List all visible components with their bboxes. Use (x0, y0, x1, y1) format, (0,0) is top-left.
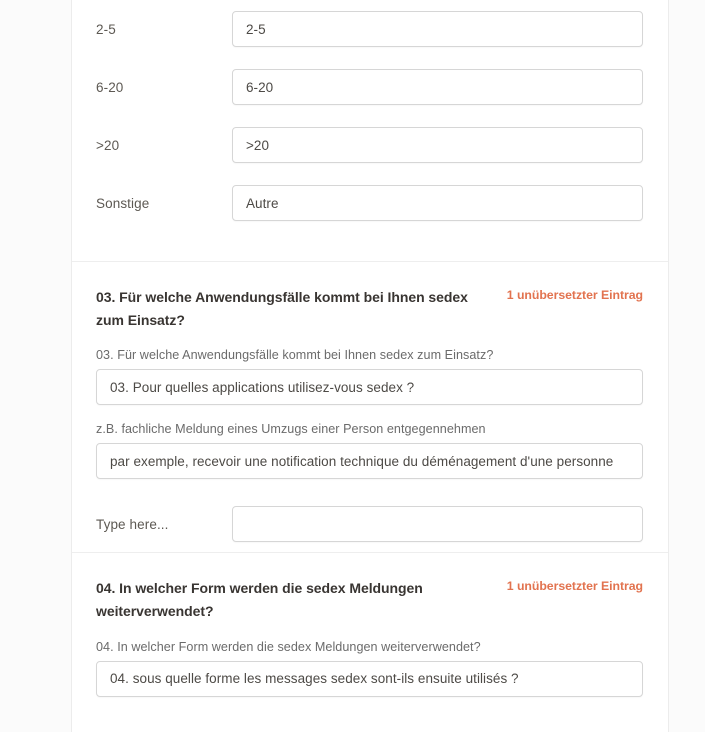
option-label: >20 (96, 137, 120, 153)
option-input-over-20[interactable] (232, 127, 643, 163)
option-input-2-5[interactable] (232, 11, 643, 47)
question-03-field-group-1 (96, 348, 643, 405)
question-03-translation-input-2[interactable] (96, 443, 643, 479)
options-section (72, 0, 668, 261)
question-03-untranslated-badge: 1 unübersetzter Eintrag (506, 288, 643, 302)
question-04-source-label-1: 04. In welcher Form werden die sedex Meldungen weiterverwendet? (96, 639, 481, 654)
question-03-title: 03. Für welche Anwendungsfälle kommt bei Ihnen sedex zum Einsatz? (96, 289, 468, 328)
option-input-6-20[interactable] (232, 69, 643, 105)
question-04-untranslated-badge: 1 unübersetzter Eintrag (506, 579, 643, 594)
option-row (72, 174, 668, 232)
option-row (72, 0, 668, 58)
question-04-header (96, 577, 643, 622)
option-label: 6-20 (96, 79, 124, 95)
option-row (72, 116, 668, 174)
type-here-label: Type here... (96, 516, 169, 532)
question-04-body (96, 623, 643, 697)
question-04-translation-input-1[interactable] (96, 661, 643, 697)
option-label: 2-5 (96, 21, 116, 37)
option-field-wrapper (232, 185, 643, 221)
option-input-sonstige[interactable] (232, 185, 643, 221)
question-03-source-label-1: 03. Für welche Anwendungsfälle kommt bei Ihnen sedex zum Einsatz? (96, 348, 494, 363)
option-row (72, 58, 668, 116)
question-03-source-label-2: z.B. fachliche Meldung eines Umzugs einer Person entgegennehmen (96, 422, 486, 437)
question-04-field-group-1 (96, 640, 643, 697)
question-03-section (72, 261, 668, 552)
translation-form-panel (71, 0, 669, 732)
question-04-title: 04. In welcher Form werden die sedex Meldungen weiterverwendet? (96, 580, 423, 620)
option-field-wrapper (232, 11, 643, 47)
question-03-type-here-input[interactable] (232, 506, 643, 542)
question-04-section (72, 552, 668, 696)
option-field-wrapper (232, 127, 643, 163)
question-03-header (96, 286, 643, 331)
option-field-wrapper (232, 69, 643, 105)
question-03-body (96, 331, 643, 552)
option-label: Sonstige (96, 195, 150, 211)
question-03-translation-input-1[interactable] (96, 369, 643, 405)
question-03-type-here-row (96, 496, 643, 552)
type-here-field-wrapper (232, 506, 643, 542)
question-03-field-group-2 (96, 422, 643, 479)
